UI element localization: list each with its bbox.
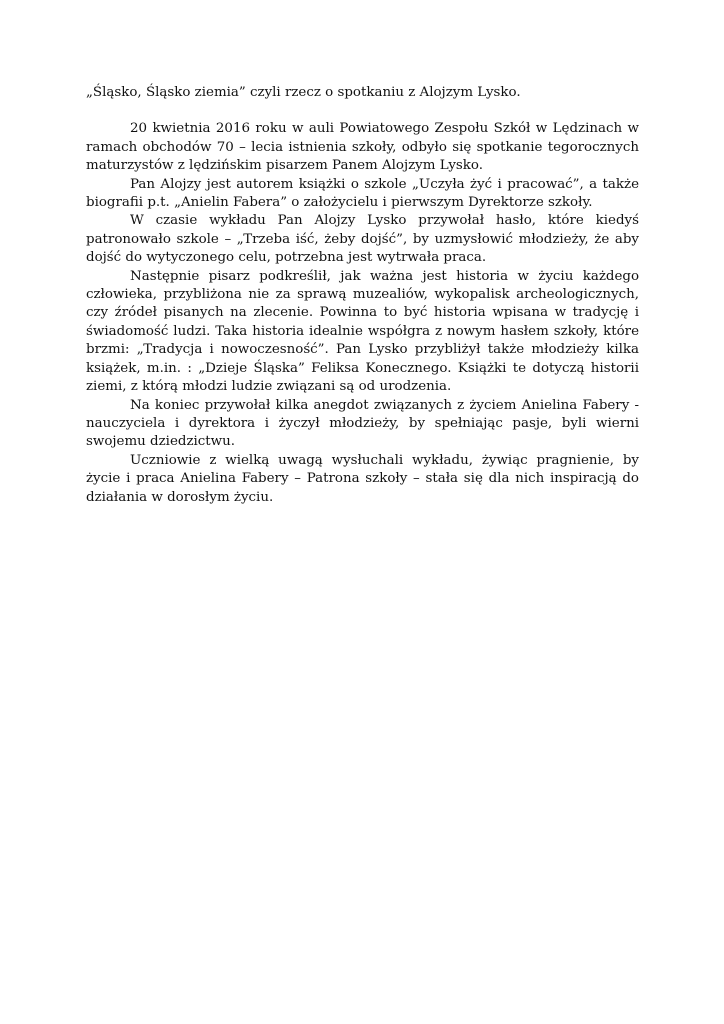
paragraph-conclusion: Uczniowie z wielką uwagą wysłuchali wykładu, żywiąc pragnienie, by życie i praca Anielina Fabery – Patrona szkoły – stała się dla nich inspiracją do działania w dorosłym życiu. [86,452,639,505]
paragraph-meeting-intro: 20 kwietnia 2016 roku w auli Powiatowego Zespołu Szkół w Lędzinach w ramach obchodów 70 – lecia istnienia szkoły, odbyło się spotkanie tegorocznych maturzystów z lędzińskim pisarzem Panem Alojzym Lysko. [86,121,639,174]
paragraph-author-books: Pan Alojzy jest autorem książki o szkole „Uczyła żyć i pracować”, a także biografii p.t. „Anielin Fabera” o założycielu i pierwszym Dyrektorze szkoły. [86,176,639,211]
paragraph-anecdotes: Na koniec przywołał kilka anegdot związanych z życiem Anielina Fabery - nauczyciela i dyrektora i życzył młodzieży, by spełniając pasje, byli wierni swojemu dziedzictwu. [86,397,639,450]
document-page [86,84,639,507]
document-title: „Śląsko, Śląsko ziemia” czyli rzecz o spotkaniu z Alojzym Lysko. [86,85,521,100]
paragraph-school-motto: W czasie wykładu Pan Alojzy Lysko przywołał hasło, które kiedyś patronowało szkole – „Trzeba iść, żeby dojść”, by uzmysłowić młodzieży, że aby dojść do wytyczonego celu, potrzebna jest wytrwała praca. [86,213,639,266]
paragraph-history: Następnie pisarz podkreślił, jak ważna jest historia w życiu każdego człowieka, przybliżona nie za sprawą muzealiów, wykopalisk archeologicznych, czy źródeł pisanych na zlecenie. Powinna to być historia wpisana w tradycję i świadomość ludzi. Taka historia idealnie współgra z nowym hasłem szkoły, które brzmi: „Tradycja i nowoczesność”. Pan Lysko przybliżył także młodzieży kilka książek, m.in. : „Dzieje Śląska” Feliksa Konecznego. Książki te dotyczą historii ziemi, z którą młodzi ludzie związani są od urodzenia. [86,268,639,395]
